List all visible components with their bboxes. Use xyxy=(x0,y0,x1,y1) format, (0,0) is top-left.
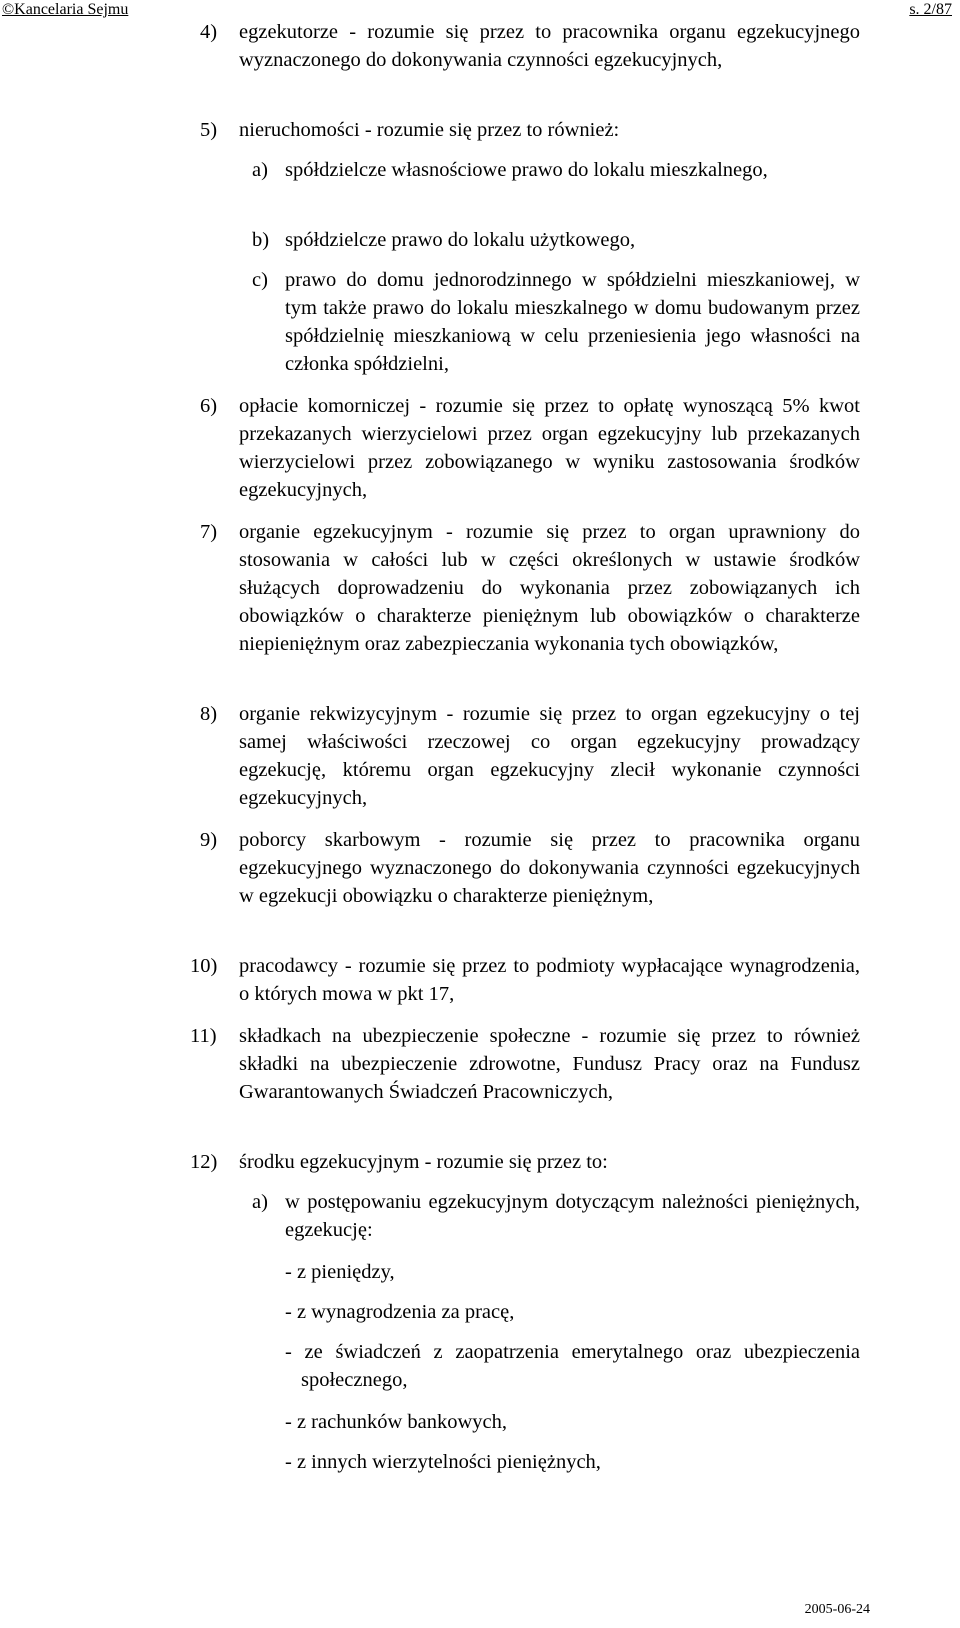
definition-item-11 xyxy=(190,1022,860,1106)
item-number: 8) xyxy=(200,703,218,725)
dash-item-4 xyxy=(285,1408,860,1436)
item-text: nieruchomości - rozumie się przez to również: xyxy=(239,119,620,141)
item-text: prawo do domu jednorodzinnego w spółdzielni mieszkaniowej, w tym także prawo do lokalu mieszkalnego w domu budowanym przez spółdzielnię mieszkaniową w celu przeniesienia jego własności na członka spółdzielni, xyxy=(285,269,860,375)
definition-item-10 xyxy=(190,952,860,1008)
definition-item-7 xyxy=(200,518,860,658)
item-number: 5) xyxy=(200,119,218,141)
item-text: pracodawcy - rozumie się przez to podmioty wypłacające wynagrodzenia, o których mowa w pkt 17, xyxy=(239,955,860,1005)
dash-item-2 xyxy=(285,1298,860,1326)
page-number: s. 2/87 xyxy=(909,1,952,18)
item-number: 10) xyxy=(190,955,218,977)
definition-item-12 xyxy=(190,1148,860,1176)
dash-item-3 xyxy=(285,1338,860,1394)
item-text: - z innych wierzytelności pieniężnych, xyxy=(285,1451,601,1473)
item-text: składkach na ubezpieczenie społeczne - rozumie się przez to również składki na ubezpieczenie zdrowotne, Fundusz Pracy oraz na Fundusz Gwarantowanych Świadczeń Pracowniczych, xyxy=(239,1025,860,1103)
item-number: 6) xyxy=(200,395,218,417)
item-text: w postępowaniu egzekucyjnym dotyczącym należności pieniężnych, egzekucję: xyxy=(285,1191,860,1241)
definition-item-5b xyxy=(252,226,860,254)
item-number: 4) xyxy=(200,21,218,43)
item-letter: c) xyxy=(252,269,268,291)
item-text: - z rachunków bankowych, xyxy=(285,1411,508,1433)
dash-item-1 xyxy=(285,1258,860,1286)
item-text: poborcy skarbowym - rozumie się przez to pracownika organu egzekucyjnego wyznaczonego do dokonywania czynności egzekucyjnych w egzekucji obowiązku o charakterze pieniężnym, xyxy=(239,829,860,907)
document-date: 2005-06-24 xyxy=(804,1602,870,1617)
item-text: opłacie komorniczej - rozumie się przez to opłatę wynoszącą 5% kwot przekazanych wierzycielowi przez organ egzekucyjny lub przekazanych wierzycielowi przez zobowiązanego w wyniku zastosowania środków egzekucyjnych, xyxy=(239,395,860,501)
item-text: spółdzielcze własnościowe prawo do lokalu mieszkalnego, xyxy=(285,159,768,181)
item-text: - z pieniędzy, xyxy=(285,1261,395,1283)
item-letter: b) xyxy=(252,229,270,251)
item-text: - z wynagrodzenia za pracę, xyxy=(285,1301,515,1323)
item-text: organie egzekucyjnym - rozumie się przez to organ uprawniony do stosowania w całości lub w części określonych w ustawie środków służących doprowadzeniu do wykonania przez zobowiązanych ich obowiązków o charakterze pieniężnym lub obowiązków o charakterze niepieniężnym oraz zabezpieczania wykonania tych obowiązków, xyxy=(239,521,860,655)
page-header xyxy=(0,0,960,20)
definition-item-5c xyxy=(252,266,860,378)
definition-item-4 xyxy=(200,18,860,74)
item-letter: a) xyxy=(252,1191,268,1213)
item-number: 12) xyxy=(190,1151,218,1173)
item-number: 11) xyxy=(190,1025,217,1047)
dash-item-5 xyxy=(285,1448,860,1476)
definition-item-9 xyxy=(200,826,860,910)
item-letter: a) xyxy=(252,159,268,181)
item-number: 9) xyxy=(200,829,218,851)
item-text: organie rekwizycyjnym - rozumie się przez to organ egzekucyjny o tej samej właściwości rzeczowej co organ egzekucyjny prowadzący egzekucję, któremu organ egzekucyjny zlecił wykonanie czynności egzekucyjnych, xyxy=(239,703,860,809)
publisher-label: ©Kancelaria Sejmu xyxy=(2,1,129,18)
definition-item-12a xyxy=(252,1188,860,1244)
item-text: - ze świadczeń z zaopatrzenia emerytalnego oraz ubezpieczenia społecznego, xyxy=(285,1341,860,1391)
item-text: egzekutorze - rozumie się przez to pracownika organu egzekucyjnego wyznaczonego do dokonywania czynności egzekucyjnych, xyxy=(239,21,860,71)
definition-item-8 xyxy=(200,700,860,812)
item-number: 7) xyxy=(200,521,218,543)
item-text: środku egzekucyjnym - rozumie się przez to: xyxy=(239,1151,608,1173)
definition-item-6 xyxy=(200,392,860,504)
definition-item-5a xyxy=(252,156,860,184)
definition-item-5 xyxy=(200,116,860,144)
item-text: spółdzielcze prawo do lokalu użytkowego, xyxy=(285,229,636,251)
